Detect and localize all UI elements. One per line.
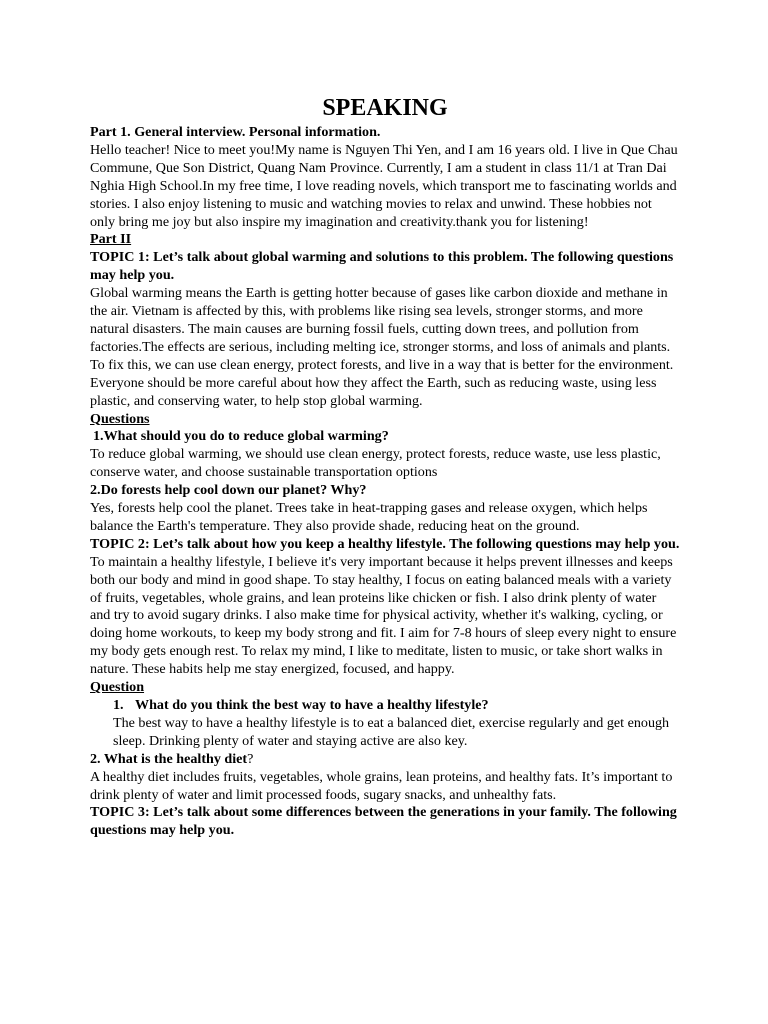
topic1-question-1: 1.What should you do to reduce global warming? [93, 428, 389, 445]
topic2-question-1-number: 1. [113, 697, 124, 713]
topic2-heading: TOPIC 2: Let’s talk about how you keep a healthy lifestyle. The following questions may help you. [90, 535, 680, 552]
topic2-question-2-suffix: ? [247, 750, 254, 767]
topic2-question-label: Question [90, 679, 145, 696]
topic2-question-2 [90, 751, 680, 769]
topic2-question-1-text: What do you think the best way to have a healthy lifestyle? [135, 697, 489, 713]
topic2-answer-1: The best way to have a healthy lifestyle is to eat a balanced diet, exercise regularly and get enough sleep. Drinking plenty of water and staying active are also key. [113, 714, 670, 749]
topic1-question-2: 2.Do forests help cool down our planet? Why? [90, 482, 367, 499]
topic1-heading: TOPIC 1: Let’s talk about global warming and solutions to this problem. The following questions may help you. [90, 249, 674, 284]
page-title: SPEAKING [322, 95, 448, 121]
topic2-question-2-text: 2. What is the healthy diet [90, 750, 248, 767]
topic3-heading: TOPIC 3: Let’s talk about some differences between the generations in your family. The following questions may help you. [90, 804, 677, 839]
document-page [90, 93, 680, 840]
part2-heading: Part II [90, 231, 132, 248]
topic2-question-1 [90, 697, 680, 715]
topic2-answer-2: A healthy diet includes fruits, vegetables, whole grains, lean proteins, and healthy fats. It’s important to drink plenty of water and limit processed foods, sugary snacks, and unhealthy fats. [90, 768, 673, 803]
topic1-answer-2: Yes, forests help cool the planet. Trees take in heat-trapping gases and release oxygen, which helps balance the Earth's temperature. They also provide shade, reducing heat on the ground. [90, 500, 648, 534]
topic1-questions-label: Questions [90, 410, 150, 427]
part1-text: Hello teacher! Nice to meet you!My name is Nguyen Thi Yen, and I am 16 years old. I live in Que Chau Commune, Que Son District, Quang Nam Province. Currently, I am a student in class 11/1 at Tran Dai Nghia High School.In my free time, I love reading novels, which transport me to fascinating worlds and stories. I also enjoy listening to music and watching movies to relax and unwind. These hobbies not only bring me joy but also inspire my imagination and creativity.thank you for listening! [90, 141, 678, 230]
topic1-text: Global warming means the Earth is getting hotter because of gases like carbon dioxide and methane in the air. Vietnam is affected by this, with problems like rising sea levels, stronger storms, and more natural disasters. The main causes are burning fossil fuels, cutting down trees, and pollution from factories.The effects are serious, including melting ice, stronger storms, and loss of animals and plants. To fix this, we can use clean energy, protect forests, and live in a way that is better for the environment. Everyone should be more careful about how they affect the Earth, such as reducing waste, using less plastic, and conserving water, to help stop global warming. [90, 285, 674, 409]
topic2-text: To maintain a healthy lifestyle, I believe it's very important because it helps prevent illnesses and keeps both our body and mind in good shape. To stay healthy, I focus on eating balanced meals with a variety of fruits, vegetables, whole grains, and lean proteins like chicken or fish. I also drink plenty of water and try to avoid sugary drinks. I also make time for physical activity, whether it's walking, cycling, or doing home workouts, to keep my body strong and fit. I aim for 7-8 hours of sleep every night to ensure my body gets enough rest. To relax my mind, I like to meditate, listen to music, or take short walks in nature. These habits help me stay energized, focused, and happy. [90, 553, 677, 678]
part1-heading: Part 1. General interview. Personal information. [90, 124, 381, 140]
topic1-answer-1: To reduce global warming, we should use clean energy, protect forests, reduce waste, use less plastic, conserve water, and choose sustainable transportation options [90, 446, 661, 481]
